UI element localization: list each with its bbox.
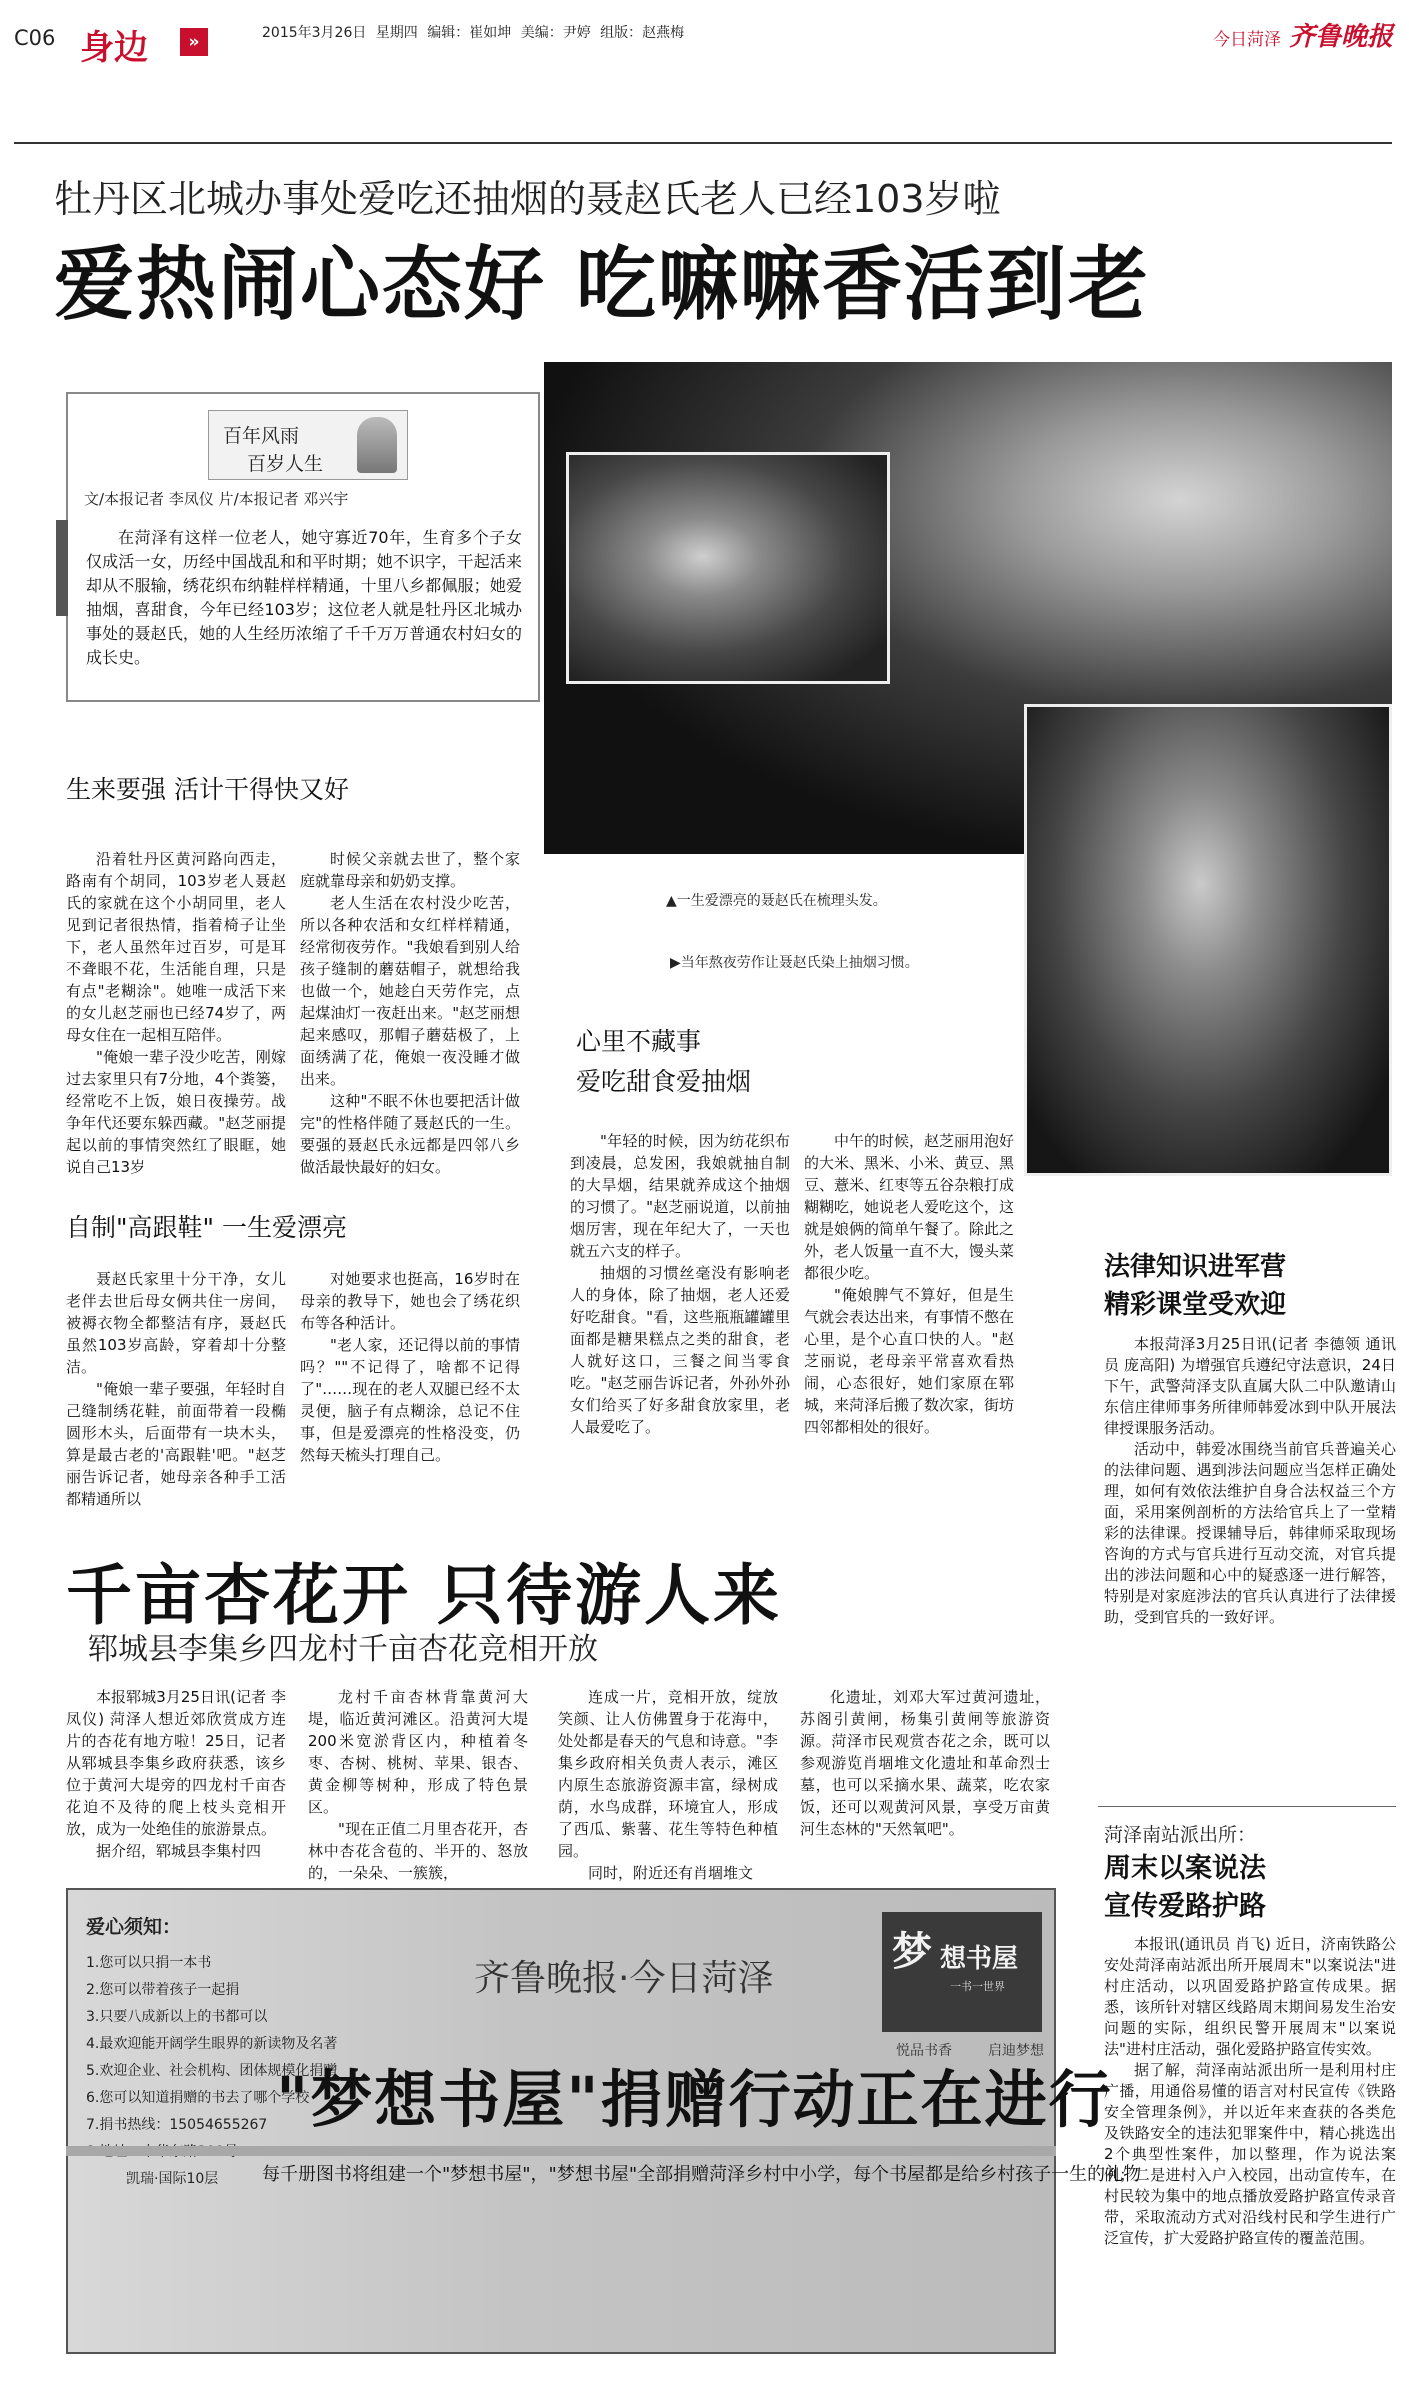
paragraph: 中午的时候，赵芝丽用泡好的大米、黑米、小米、黄豆、黑豆、薏米、红枣等五谷杂粮打成糊糊吃，她说老人爱吃这个，这就是娘俩的简单午餐了。除此之外，老人饭量一直不大，馒头菜都很少吃。: [804, 1132, 1015, 1282]
section3-heading-line2: 爱吃甜食爱抽烟: [576, 1067, 752, 1096]
section3-heading-line1: 心里不藏事: [576, 1027, 702, 1056]
ad-notice-item: 凯瑞·国际10层: [126, 2171, 219, 2187]
column-logo: [208, 410, 408, 480]
section3-column-1: [570, 1130, 790, 1438]
story4-subtitle: 郓城县李集乡四龙村千亩杏花竞相开放: [88, 1632, 598, 1667]
paragraph: "年轻的时候，因为纺花织布到凌晨，总发困，我娘就抽自制的大旱烟，结果就养成这个抽烟的习惯了。"赵芝丽说道，以前抽烟厉害，现在年纪大了，一天也就五六支的样子。: [570, 1132, 790, 1260]
newspaper-logo: 齐鲁晚报: [1288, 22, 1393, 52]
paragraph: 连成一片，竞相开放，绽放笑颜、让人仿佛置身于花海中，处处都是春天的气息和诗意。"李集乡政府相关负责人表示，滩区内原生态旅游资源丰富，绿树成荫，水鸟成群，环境宜人，形成了西瓜、紫薯、花生等特色种植园。: [558, 1688, 778, 1860]
section1-heading: 生来要强 活计干得快又好: [66, 775, 349, 804]
ad-logo-word: 想书屋: [940, 1944, 1019, 1974]
intro-text: 在菏泽有这样一位老人，她守寡近70年，生育多个子女仅成活一女，历经中国战乱和和平时期；她不识字，干起活来却从不服输，绣花织布纳鞋样样精通，十里八乡都佩服；她爱抽烟，喜甜食，今年已经103岁；这位老人就是牡丹区北城办事处的聂赵氏，她的人生经历浓缩了千千万万普通农村妇女的成长史。: [86, 528, 522, 667]
paragraph: 据了解，菏泽南站派出所一是利用村庄广播，用通俗易懂的语言对村民宣传《铁路安全管理条例》，并以近年来查获的各类危及铁路安全的违法犯罪案件中，精心挑选出2个典型性案件，加以整理，作为说法案例；二是进村入户入校园，出动宣传车，在村民较为集中的地点播放爱路护路宣传录音带，采取流动方式对沿线村民和学生进行广泛宣传，扩大爱路护路宣传的覆盖范围。: [1104, 2061, 1396, 2247]
dream-bookhouse-logo: [882, 1912, 1042, 2032]
ad-divider-strip: [66, 2146, 1056, 2156]
photo-caption-1: ▲一生爱漂亮的聂赵氏在梳理头发。: [666, 893, 887, 909]
section2-heading: 自制"高跟鞋" 一生爱漂亮: [66, 1213, 347, 1242]
paragraph: "俺娘一辈子要强，年轻时自己缝制绣花鞋，前面带着一段椭圆形木头，后面带有一块木头，算是最古老的'高跟鞋'吧。"赵芝丽告诉记者，她母亲各种手工活都精通所以: [66, 1380, 286, 1508]
ad-bottom-line: 每千册图书将组建一个"梦想书屋"，"梦想书屋"全部捐赠菏泽乡村中小学，每个书屋都是给乡村孩子一生的礼物: [262, 2164, 1142, 2185]
paragraph: 对她要求也挺高，16岁时在母亲的教导下，她也会了绣花织布等各种活计。: [300, 1270, 520, 1332]
paragraph: "老人家，还记得以前的事情吗？""不记得了，啥都不记得了"……现在的老人双腿已经不太灵便，脑子有点糊涂，总记不住事，但是爱漂亮的性格没变，仍然每天梳头打理自己。: [300, 1336, 520, 1464]
ad-headline: "梦想书屋"捐赠行动正在进行: [276, 2063, 1113, 2136]
sidebar-divider: [1098, 1806, 1396, 1807]
photo-portrait-inset: [566, 452, 890, 684]
paragraph: 据介绍，郓城县李集村四: [96, 1842, 262, 1860]
paragraph: 活动中，韩爱冰围绕当前官兵普遍关心的法律问题、遇到涉法问题应当怎样正确处理，如何有效依法维护自身合法权益三个方面，采用案例剖析的方法给官兵上了一堂精彩的法律课。授课辅导后，韩律师采取现场咨询的方式与官兵进行互动交流，对官兵提出的涉法问题和心中的疑惑逐一进行解答，特别是对家庭涉法的官兵认真进行了法律援助，受到官兵的一致好评。: [1104, 1440, 1396, 1626]
paragraph: 抽烟的习惯丝毫没有影响老人的身体，除了抽烟，老人还爱好吃甜食。"看，这些瓶瓶罐罐里面都是糖果糕点之类的甜食，老人就好这口，三餐之间当零食吃。"赵芝丽告诉记者，外孙外孙女们给买了好多甜食放家里，老人最爱吃了。: [570, 1264, 790, 1436]
chevron-right-icon: »: [180, 28, 208, 56]
column-logo-line1: 百年风雨: [223, 425, 300, 447]
paragraph: 本报菏泽3月25日讯(记者 李德领 通讯员 庞高阳) 为增强官兵遵纪守法意识，24日下午，武警菏泽支队直属大队二中队邀请山东信庄律师事务所律师韩爱冰到中队开展法律授课服务活动。: [1104, 1335, 1396, 1437]
story1-subtitle: 牡丹区北城办事处爱吃还抽烟的聂赵氏老人已经103岁啦: [54, 177, 1001, 221]
story4-column-1: [66, 1686, 286, 1862]
story4-title: 千亩杏花开 只待游人来: [66, 1556, 782, 1634]
paragraph: 时候父亲就去世了，整个家庭就靠母亲和奶奶支撑。: [300, 850, 520, 890]
paragraph: "俺娘一辈子没少吃苦，刚嫁过去家里只有7分地，4个粪篓，经常吃不上饭，娘日夜操劳。战争年代还要东躲西藏。"赵芝丽提起以前的事情突然红了眼眶，她说自己13岁: [66, 1048, 286, 1176]
sidebar1-title: 法律知识进军营 精彩课堂受欢迎: [1104, 1252, 1287, 1320]
byline: 文/本报记者 李凤仪 片/本报记者 邓兴宇: [84, 490, 349, 508]
photo-smoking: [1024, 704, 1392, 1176]
brand-name: 今日菏泽: [1212, 30, 1281, 50]
story1-title: 爱热闹心态好 吃嘛嘛香活到老: [54, 237, 1150, 331]
masthead-brand: [1213, 16, 1393, 53]
column-logo-line2: 百岁人生: [247, 453, 324, 475]
intro-accent-bar: [56, 520, 68, 616]
sidebar2-kicker: 菏泽南站派出所：: [1104, 1824, 1257, 1846]
paragraph: 本报讯(通讯员 肖飞) 近日，济南铁路公安处菏泽南站派出所开展周末"以案说法"进村庄活动，以巩固爱路护路宣传成果。据悉，该所针对辖区线路周末期间易发生治安问题的实际，组织民警开展周末"以案说法"进村庄活动，强化爱路护路宣传实效。: [1104, 1935, 1396, 2058]
ad-notice-title: 爱心须知：: [86, 1916, 182, 1938]
sidebar2-body: [1104, 1934, 1396, 2249]
section1-column-1: [66, 848, 286, 1178]
ad-notice-item: 1.您可以只捐一本书: [86, 1955, 212, 1971]
elder-figure-icon: [357, 417, 397, 473]
paragraph: 龙村千亩杏林背靠黄河大堤，临近黄河滩区。沿黄河大堤200米宽淤背区内，种植着冬枣、杏树、桃树、苹果、银杏、黄金柳等树种，形成了特色景区。: [308, 1688, 528, 1816]
header-divider: [14, 142, 1392, 144]
ad-logo-slogan: 一书一世界: [950, 1980, 1005, 1993]
paragraph: 沿着牡丹区黄河路向西走，路南有个胡同，103岁老人聂赵氏的家就在这个小胡同里，老人见到记者很热情，指着椅子让坐下，老人虽然年过百岁，可是耳不聋眼不花，生活能自理，只是有点"老糊涂"。她唯一成活下来的女儿赵芝丽也已经74岁了，两母女住在一起相互陪伴。: [66, 850, 286, 1044]
page-number: C06: [14, 26, 56, 50]
paragraph: 同时，附近还有肖堌堆文: [588, 1864, 754, 1882]
paragraph: 聂赵氏家里十分干净，女儿老伴去世后母女俩共住一房间，被褥衣物全都整洁有序，聂赵氏虽然103岁高龄，穿着却十分整洁。: [66, 1270, 286, 1376]
paragraph: 本报郓城3月25日讯(记者 李凤仪) 菏泽人想近郊欣赏成方连片的杏花有地方啦！25日，记者从郓城县李集乡政府获悉，该乡位于黄河大堤旁的四龙村千亩杏花迫不及待的爬上枝头竞相开放，成为一处绝佳的旅游景点。: [66, 1688, 286, 1838]
ad-notice-item: 3.只要八成新以上的书都可以: [86, 2009, 268, 2025]
sidebar1-body: [1104, 1334, 1396, 1628]
sidebar2-title: 周末以案说法 宣传爱路护路: [1104, 1853, 1266, 1922]
paragraph: "现在正值二月里杏花开，杏林中杏花含苞的、半开的、怒放的，一朵朵、一簇簇，: [308, 1820, 528, 1882]
ad-notice-item: 5.欢迎企业、社会机构、团体规模化捐赠: [86, 2063, 338, 2079]
ad-logo-mark: 梦: [892, 1928, 932, 1975]
ad-notice-item: 7.捐书热线：15054655267: [86, 2117, 268, 2133]
ad-brand-line: 齐鲁晚报·今日菏泽: [474, 1958, 774, 1999]
section2-column-1: [66, 1268, 286, 1510]
ad-tag-1: 悦品书香: [896, 2043, 952, 2059]
story4-column-2: [308, 1686, 528, 1884]
ad-tag-2: 启迪梦想: [988, 2043, 1044, 2059]
section2-column-2: [300, 1268, 520, 1466]
ad-notice-item: 2.您可以带着孩子一起捐: [86, 1982, 240, 1998]
ad-notice-item: 6.您可以知道捐赠的书去了哪个学校: [86, 2090, 310, 2106]
section-label: [66, 14, 236, 66]
ad-notice-item: 4.最欢迎能开阔学生眼界的新读物及名著: [86, 2036, 338, 2052]
section-name: 身边: [80, 28, 148, 68]
photo-caption-2: ▶当年熬夜劳作让聂赵氏染上抽烟习惯。: [670, 955, 919, 971]
section3-column-2: [804, 1130, 1014, 1438]
paragraph: 这种"不眠不休也要把活计做完"的性格伴随了聂赵氏的一生。要强的聂赵氏永远都是四邻八乡做活最快最好的妇女。: [300, 1092, 520, 1176]
story4-column-4: 化遗址，刘邓大军过黄河遗址，苏阁引黄闸，杨集引黄闸等旅游资源。菏泽市民观赏杏花之余，既可以参观游览肖堌堆文化遗址和革命烈士墓，也可以采摘水果、蔬菜，吃农家饭，还可以观黄河风景，享受万亩黄河生态林的"天然氧吧"。: [800, 1688, 1050, 1838]
story4-column-3: [558, 1686, 778, 1884]
issue-meta: 2015年3月26日 星期四 编辑：崔如坤 美编：尹婷 组版：赵燕梅: [262, 25, 685, 41]
paragraph: "俺娘脾气不算好，但是生气就会表达出来，有事情不憋在心里，是个心直口快的人。"赵芝丽说，老母亲平常喜欢看热闹，心态很好，她们家原在郓城，来菏泽后搬了数次家，街坊四邻都相处的很好。: [804, 1286, 1015, 1436]
paragraph: 老人生活在农村没少吃苦，所以各种农活和女红样样精通，经常彻夜劳作。"我娘看到别人给孩子缝制的蘑菇帽子，就想给我也做一个，她趁白天劳作完，点起煤油灯一夜赶出来。"赵芝丽想起来感叹，那帽子蘑菇极了，上面绣满了花，俺娘一夜没睡才做出来。: [300, 894, 520, 1088]
section1-column-2: [300, 848, 520, 1178]
